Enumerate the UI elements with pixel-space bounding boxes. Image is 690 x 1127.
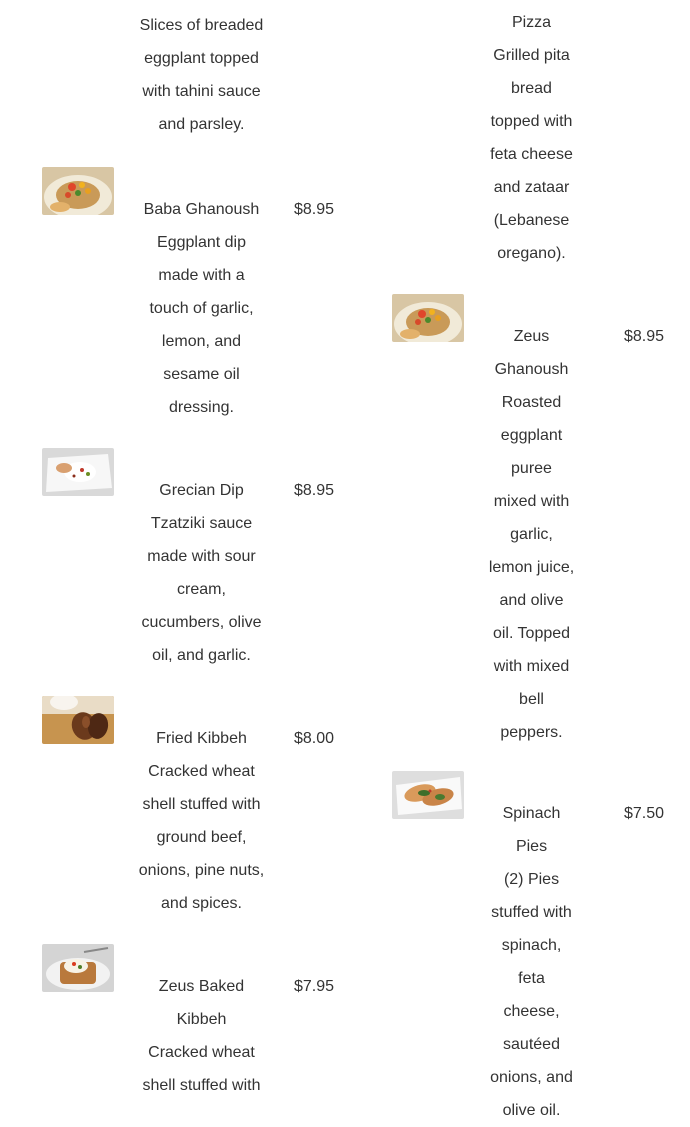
menu-item-text (138, 9, 265, 141)
menu-item-price: $8.00 (294, 730, 335, 747)
menu-item-name: Grecian Dip (159, 482, 244, 499)
menu-item-description: Cracked wheat shell stuffed with ground beef, onions, pine nuts, and spices. (138, 763, 265, 912)
menu-item-description: Cracked wheat shell stuffed with (142, 1044, 261, 1094)
eggplant-dish-image (42, 0, 114, 6)
menu-item-name: Spinach Pies (502, 805, 561, 855)
menu-item-name: Fried Kibbeh (156, 730, 247, 747)
menu-item-description: (2) Pies stuffed with spinach, feta cheese, sautéed onions, and olive oil. (490, 871, 573, 1119)
menu-item-name: Zeus Ghanoush (494, 328, 569, 378)
zeus-ghanoush-image (392, 294, 464, 342)
menu-item-name: Pizza (511, 14, 552, 31)
menu-item-description: Slices of breaded eggplant topped with tahini sauce and parsley. (139, 17, 264, 133)
menu-item-description: Grilled pita bread topped with feta cheese and zataar (Lebanese oregano). (490, 47, 573, 262)
menu-item-text (138, 474, 265, 672)
menu-item-text (138, 970, 265, 1102)
fried-kibbeh-image (42, 696, 114, 744)
menu-item-description: Roasted eggplant puree mixed with garlic, lemon juice, and olive oil. Topped with mixed bell peppers. (488, 394, 575, 741)
menu-item-text (138, 193, 265, 424)
baba-ghanoush-image (42, 167, 114, 215)
menu-item-text (488, 6, 575, 270)
menu-item-text (488, 320, 575, 749)
menu-item-name: Baba Ghanoush (143, 201, 260, 218)
menu-item-description: Tzatziki sauce made with sour cream, cucumbers, olive oil, and garlic. (141, 515, 262, 664)
menu-item-price: $8.95 (624, 328, 665, 345)
zeus-baked-kibbeh-image (42, 944, 114, 992)
menu-item-text (138, 722, 265, 920)
menu-item-name: Zeus Baked Kibbeh (158, 978, 245, 1028)
grecian-dip-image (42, 448, 114, 496)
spinach-pies-image (392, 771, 464, 819)
menu-item-description: Eggplant dip made with a touch of garlic, lemon, and sesame oil dressing. (149, 234, 254, 416)
menu-item-price: $7.50 (624, 805, 665, 822)
menu-item-price: $8.95 (294, 201, 335, 218)
menu-item-text (488, 797, 575, 1127)
menu-item-price: $8.95 (294, 482, 335, 499)
menu-item-price: $7.95 (294, 978, 335, 995)
